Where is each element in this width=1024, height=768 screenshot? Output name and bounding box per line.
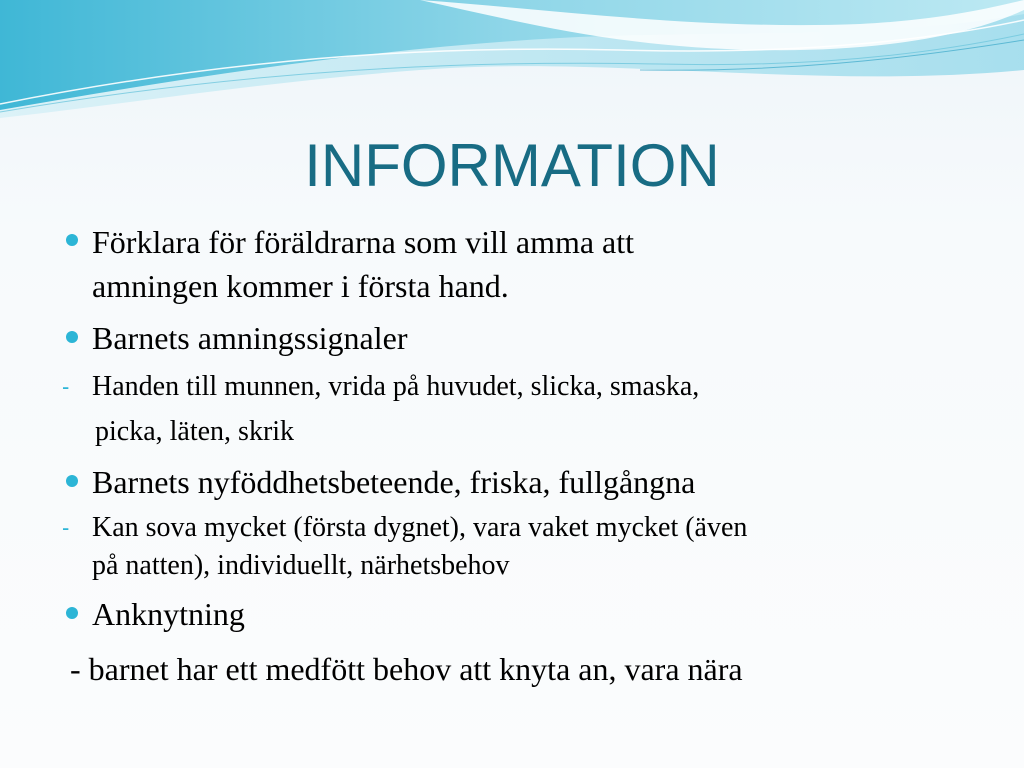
- slide-title: INFORMATION: [304, 132, 720, 199]
- bullet-text-line: Förklara för föräldrarna som vill amma att: [92, 224, 635, 260]
- sub-item-text-line: Kan sova mycket (första dygnet), vara vaket mycket (även: [92, 512, 748, 543]
- bullet-dot-icon: [66, 234, 78, 246]
- sub-item-text-line: på natten), individuellt, närhetsbehov: [92, 550, 510, 581]
- bullet-text-line: Anknytning: [92, 596, 245, 632]
- dash-marker-icon: -: [62, 374, 70, 399]
- bullet-dot-icon: [66, 331, 78, 343]
- plain-text-line: - barnet har ett medfött behov att knyta an, vara nära: [70, 651, 743, 687]
- bullet-dot-icon: [66, 475, 78, 487]
- bullet-dot-icon: [66, 607, 78, 619]
- bullet-text-line: amningen kommer i första hand.: [92, 268, 509, 304]
- bullet-text-line: Barnets nyföddhetsbeteende, friska, fullgångna: [92, 464, 696, 500]
- bullet-text-line: Barnets amningssignaler: [92, 320, 408, 356]
- sub-item-text-line: picka, läten, skrik: [95, 416, 295, 447]
- dash-marker-icon: -: [62, 515, 70, 540]
- sub-item-text-line: Handen till munnen, vrida på huvudet, slicka, smaska,: [92, 371, 700, 402]
